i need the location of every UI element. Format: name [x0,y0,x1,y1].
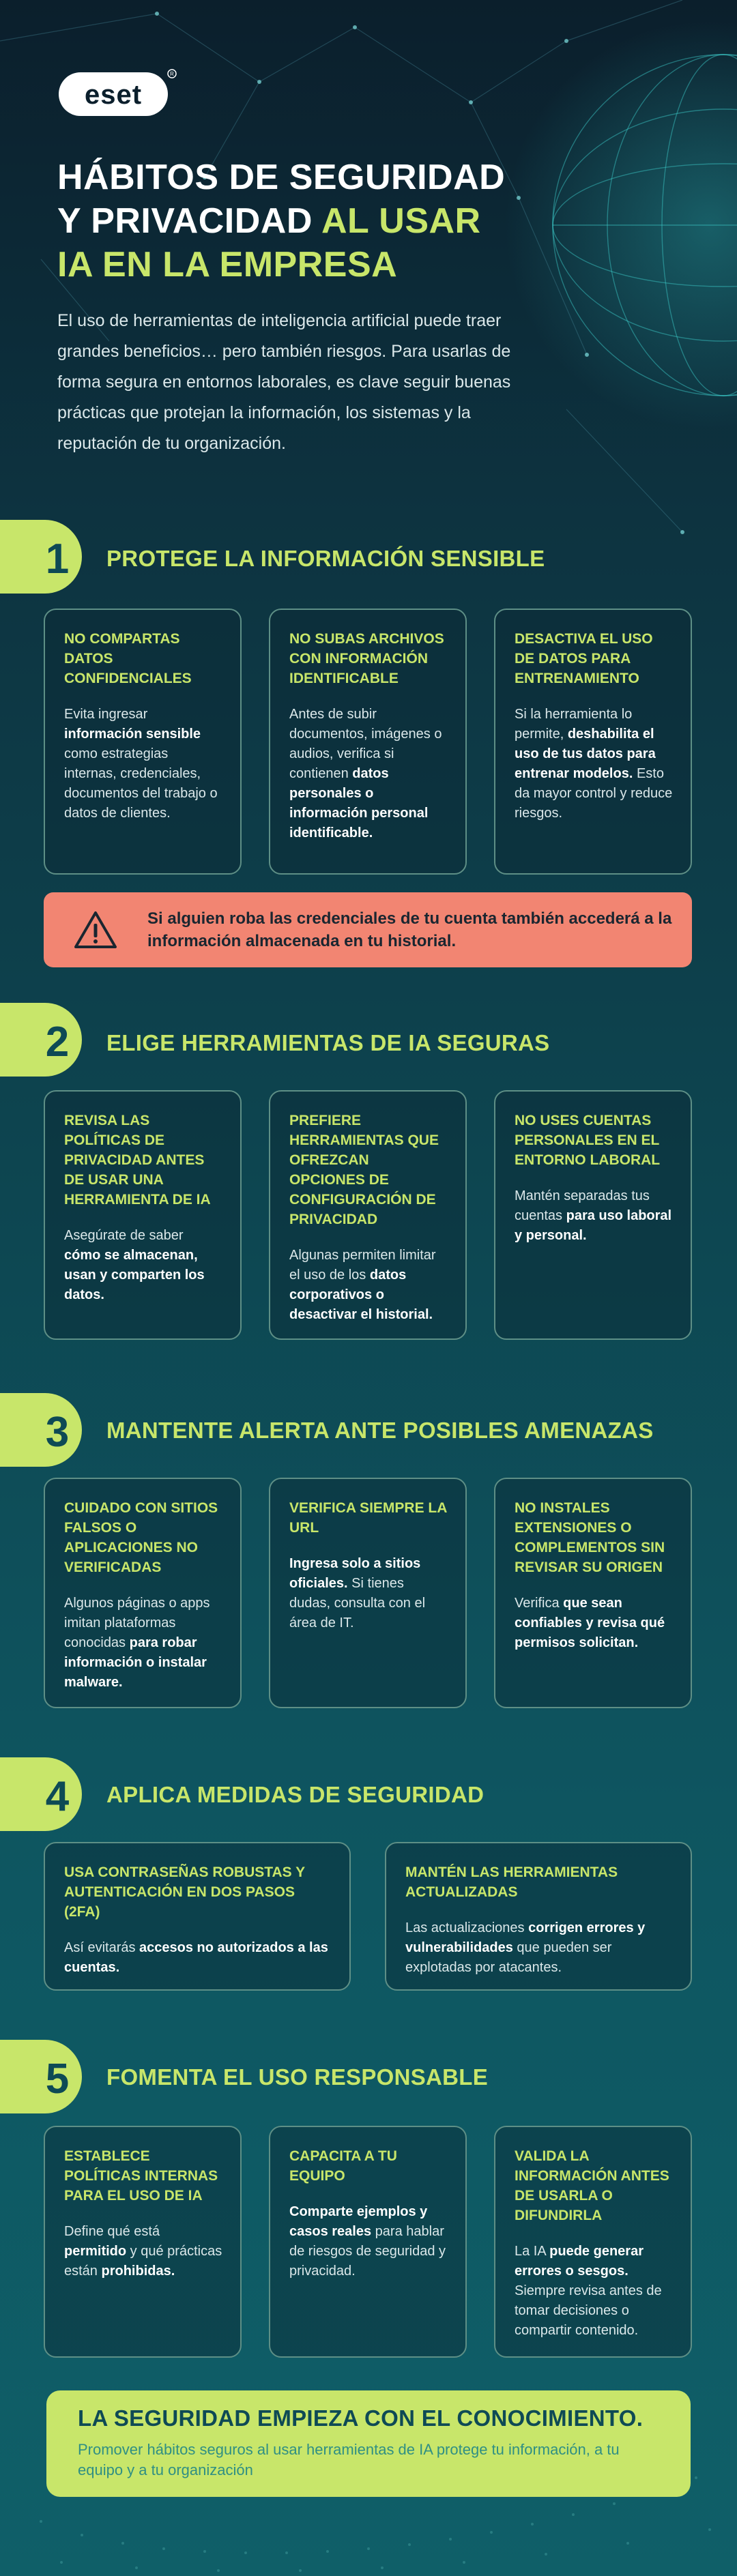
tip-card-title: VALIDA LA INFORMACIÓN ANTES DE USARLA O DIFUNDIRLA [515,2148,669,2223]
tip-card-body [289,705,448,843]
body-text: Define qué está [64,2224,160,2239]
badge-shape [0,1757,82,1831]
section-number-badge [0,512,90,602]
alert-banner [44,892,692,967]
body-text: La IA [515,2244,550,2259]
body-text: Antes de subir documentos, imágenes o audios, verifica si contienen [289,707,442,781]
body-text: Si la herramienta lo permite, [515,707,633,742]
body-text: para hablar de riesgos de seguridad y privacidad. [289,2224,446,2279]
body-text: Siempre revisa antes de tomar decisiones o compartir contenido. [515,2283,662,2338]
section-title: APLICA MEDIDAS DE SEGURIDAD [106,1782,485,1807]
emphasis-text: prohibidas. [101,2264,175,2279]
section-number: 2 [45,1019,70,1066]
tip-card [44,1842,351,1991]
body-text: que pueden ser explotadas por atacantes. [405,1940,612,1975]
tip-card [44,1478,242,1708]
tip-card-body [64,1226,222,1305]
tip-card-body [64,1938,332,1978]
tip-card-title: CAPACITA A TU EQUIPO [289,2148,397,2184]
tip-card [44,609,242,875]
badge-shape [0,1003,82,1077]
body-text: Algunas permiten limitar el uso de los [289,1248,436,1283]
tip-card-title: VERIFICA SIEMPRE LA URL [289,1500,447,1536]
emphasis-text: para uso laboral y personal. [515,1208,672,1243]
warning-icon [74,910,117,950]
tip-card-body [289,1554,448,1633]
tip-card [269,1478,467,1708]
tip-card-body [405,1918,673,1978]
footer-title: LA SEGURIDAD EMPIEZA CON EL CONOCIMIENTO. [78,2405,644,2431]
emphasis-text: corrigen errores y vulnerabilidades [405,1920,646,1955]
emphasis-text: permitido [64,2244,127,2259]
eset-logo [57,68,177,120]
emphasis-text: datos personales o información personal identificable. [289,766,429,840]
section-number: 3 [45,1409,70,1456]
intro-paragraph: El uso de herramientas de inteligencia artificial puede traer grandes beneficios… pero también riesgos. Para usarlas de forma segura en entornos laborales, es clave seguir buenas prácticas que protejan la información, los sistemas y la reputación de tu organización. [57,311,511,453]
badge-shape [0,1393,82,1467]
badge-shape [0,2040,82,2113]
body-text: y qué prácticas están [64,2244,222,2279]
tip-card [269,2126,467,2358]
emphasis-text: Comparte ejemplos y casos reales [289,2204,428,2239]
section-number-badge [0,1385,90,1475]
tip-card [44,2126,242,2358]
title-line-3-highlight: IA EN LA EMPRESA [57,245,398,284]
title-line-2b-highlight: AL USAR [321,201,481,241]
body-text: Verifica [515,1596,564,1611]
tip-card-title: PREFIERE HERRAMIENTAS QUE OFREZCAN OPCIONES DE CONFIGURACIÓN DE PRIVACIDAD [289,1113,439,1227]
section-title: ELIGE HERRAMIENTAS DE IA SEGURAS [106,1030,550,1055]
tip-card-title: NO COMPARTAS DATOS CONFIDENCIALES [64,631,192,686]
section-number-badge [0,1749,90,1839]
body-text: Evita ingresar [64,707,148,722]
tip-card-body [64,1594,222,1693]
tip-card-title: MANTÉN LAS HERRAMIENTAS ACTUALIZADAS [405,1864,618,1900]
footer-text: Promover hábitos seguros al usar herramientas de IA protege tu información, a tu equipo y a tu organización [78,2441,620,2478]
tip-card-body [289,2202,448,2281]
emphasis-text: para robar información o instalar malware. [64,1635,207,1690]
title-line-1: HÁBITOS DE SEGURIDAD [57,158,506,197]
svg-text:R: R [170,71,174,77]
tip-card-title: CUIDADO CON SITIOS FALSOS O APLICACIONES NO VERIFICADAS [64,1500,218,1575]
section-number-badge [0,995,90,1085]
tip-card-title: ESTABLECE POLÍTICAS INTERNAS PARA EL USO DE IA [64,2148,218,2204]
section-number-badge [0,2032,90,2122]
section-number: 1 [45,536,70,583]
tip-card-title: USA CONTRASEÑAS ROBUSTAS Y AUTENTICACIÓN EN DOS PASOS (2FA) [64,1864,305,1920]
tip-card [385,1842,692,1991]
tip-card-body [515,705,673,823]
body-text: Si tienes dudas, consulta con el área de IT. [289,1576,426,1630]
emphasis-text: que sean confiables y revisa qué permisos solicitan. [515,1596,665,1650]
page-title [57,156,671,287]
svg-text:eset: eset [84,80,143,110]
alert-text: Si alguien roba las credenciales de tu cuenta también accederá a la información almacenada en tu historial. [147,909,672,950]
footer-banner [46,2390,691,2497]
body-text: Así evitarás [64,1940,140,1955]
section-number: 4 [45,1773,70,1820]
section-title: PROTEGE LA INFORMACIÓN SENSIBLE [106,546,545,571]
body-text: Mantén separadas tus cuentas [515,1188,650,1223]
tip-card-body [515,1186,673,1246]
badge-shape [0,520,82,594]
tip-card [494,1090,692,1340]
tip-card [494,609,692,875]
emphasis-text: cómo se almacenan, usan y comparten los datos. [64,1248,205,1302]
emphasis-text: datos corporativos o desactivar el historial. [289,1268,433,1322]
tip-card-body [515,2242,673,2341]
section-title: FOMENTA EL USO RESPONSABLE [106,2064,489,2090]
tip-card-body [289,1246,448,1325]
tip-card-title: REVISA LAS POLÍTICAS DE PRIVACIDAD ANTES DE USAR UNA HERRAMIENTA DE IA [64,1113,211,1208]
tip-card-title: NO USES CUENTAS PERSONALES EN EL ENTORNO LABORAL [515,1113,661,1168]
emphasis-text: deshabilita el uso de tus datos para entrenar modelos. [515,727,656,781]
tip-card [44,1090,242,1340]
emphasis-text: Ingresa solo a sitios oficiales. [289,1556,421,1591]
section-number: 5 [45,2055,70,2103]
tip-card-body [64,705,222,823]
tip-card-title: DESACTIVA EL USO DE DATOS PARA ENTRENAMIENTO [515,631,653,686]
title-line-2a: Y PRIVACIDAD [57,201,321,241]
tip-card-body [515,1594,673,1653]
tip-card-title: NO SUBAS ARCHIVOS CON INFORMACIÓN IDENTIFICABLE [289,631,444,686]
body-text: Asegúrate de saber [64,1228,184,1243]
emphasis-text: puede generar errores o sesgos. [515,2244,644,2279]
tip-card-title: NO INSTALES EXTENSIONES O COMPLEMENTOS SIN REVISAR SU ORIGEN [515,1500,665,1575]
section-title: MANTENTE ALERTA ANTE POSIBLES AMENAZAS [106,1418,654,1443]
tip-card-body [64,2222,222,2281]
tip-card [269,609,467,875]
tip-card [494,1478,692,1708]
body-text: Esto da mayor control y reduce riesgos. [515,766,673,821]
emphasis-text: accesos no autorizados a las cuentas. [64,1940,328,1975]
body-text: Las actualizaciones [405,1920,529,1935]
tip-card [269,1090,467,1340]
body-text: como estrategias internas, credenciales, documentos del trabajo o datos de clientes. [64,746,218,821]
tip-card [494,2126,692,2358]
body-text: Algunos páginas o apps imitan plataformas conocidas [64,1596,210,1650]
emphasis-text: información sensible [64,727,201,742]
